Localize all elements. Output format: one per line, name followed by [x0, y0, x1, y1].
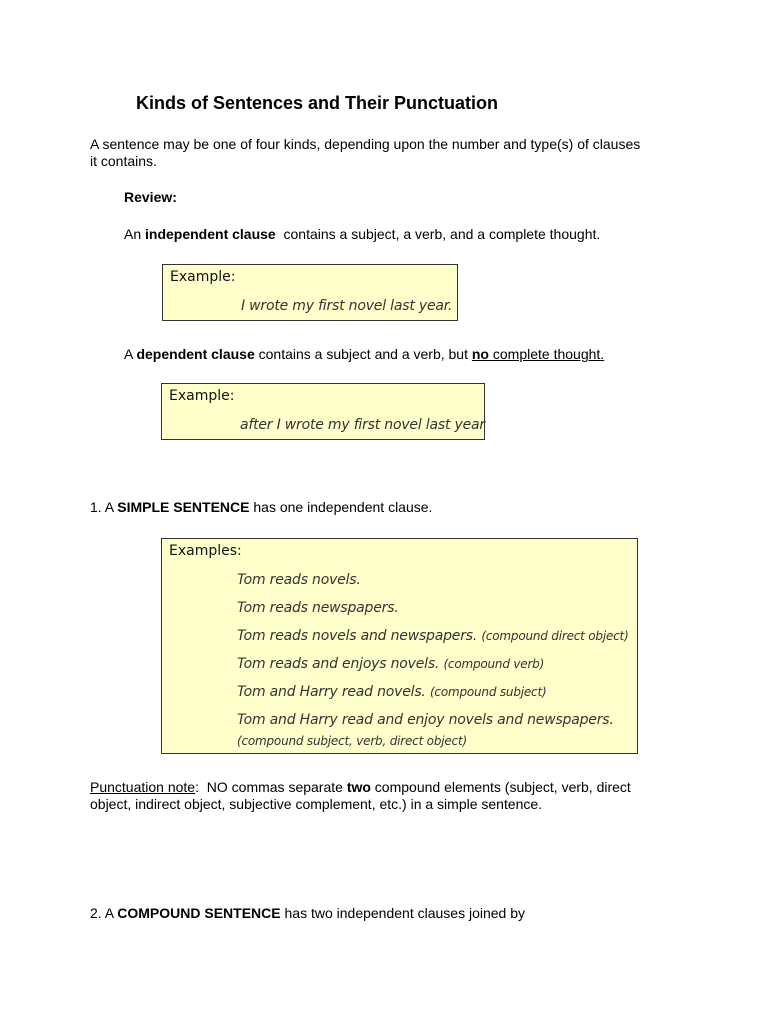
simple-example-1: Tom reads novels. [237, 572, 361, 588]
independent-term: independent clause [145, 226, 276, 242]
page-title: Kinds of Sentences and Their Punctuation [136, 93, 499, 113]
simple-example-4: Tom reads and enjoys novels. (compound verb) [237, 656, 545, 672]
simple-term: SIMPLE SENTENCE [117, 499, 250, 515]
simple-example-2: Tom reads newspapers. [237, 600, 399, 616]
review-heading: Review: [124, 189, 177, 205]
independent-example-box [162, 264, 458, 321]
intro-paragraph: A sentence may be one of four kinds, depending upon the number and type(s) of clauses it contains. [90, 136, 641, 169]
dependent-no: no [471, 346, 489, 362]
compound-sentence-definition: 2. A COMPOUND SENTENCE has two independent clauses joined by [90, 905, 526, 921]
simple-pre: 1. A [90, 499, 118, 515]
example-label: Example: [169, 388, 235, 404]
example-5-note: (compound subject) [429, 685, 547, 699]
dependent-clause-definition [124, 346, 604, 363]
example-4-note: (compound verb) [443, 657, 545, 671]
dependent-end: complete thought. [488, 346, 605, 362]
simple-post: has one independent clause. [249, 499, 433, 515]
punctuation-note: Punctuation note: NO commas separate two compound elements (subject, verb, direct object, indirect object, subjective complement, etc.) in a simple sentence. [90, 779, 631, 812]
example-3-note: (compound direct object) [481, 629, 629, 643]
example-label: Example: [170, 269, 236, 285]
simple-example-6-note: (compound subject, verb, direct object) [237, 734, 467, 748]
punctuation-note-two: two [346, 779, 371, 795]
dependent-example-box [161, 383, 485, 440]
punctuation-note-label: Punctuation note [90, 779, 196, 795]
dependent-pre: A [124, 346, 137, 362]
dependent-term: dependent clause [136, 346, 255, 362]
simple-example-6: Tom and Harry read and enjoy novels and newspapers. [237, 712, 614, 728]
simple-example-5: Tom and Harry read novels. (compound subject) [237, 684, 547, 700]
simple-example-3: Tom reads novels and newspapers. (compound direct object) [237, 628, 629, 644]
independent-pre: An [124, 226, 146, 242]
independent-post: contains a subject, a verb, and a complete thought. [275, 226, 601, 242]
independent-clause-definition [124, 226, 600, 243]
simple-examples-box [161, 538, 638, 754]
independent-example-text: I wrote my first novel last year. [241, 298, 453, 314]
compound-term: COMPOUND SENTENCE [117, 905, 281, 921]
simple-sentence-definition [90, 499, 432, 516]
dependent-example-text: after I wrote my first novel last year [240, 417, 485, 433]
dependent-mid: contains a subject and a verb, but [254, 346, 472, 362]
examples-label: Examples: [169, 543, 242, 559]
